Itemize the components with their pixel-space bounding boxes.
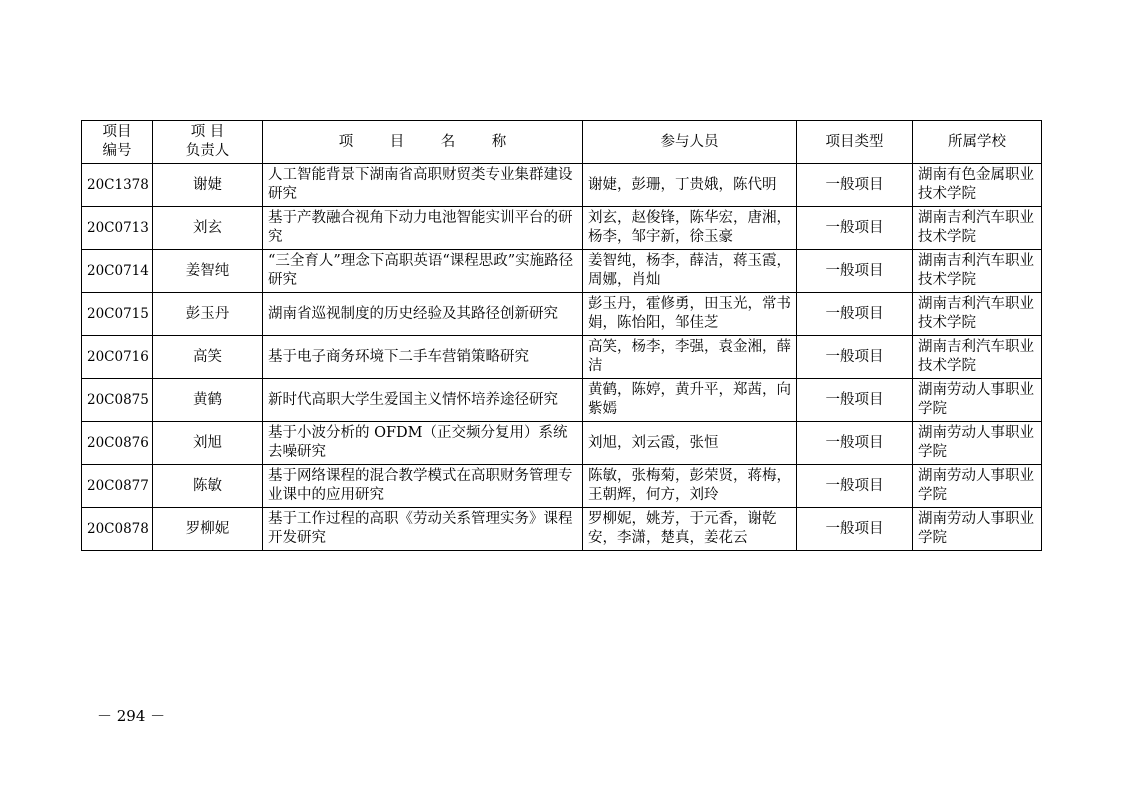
cell-members: 姜智纯，杨李，薛洁，蒋玉霞，周娜，肖灿 [583, 250, 797, 293]
cell-project-type: 一般项目 [797, 379, 913, 422]
cell-project-id: 20C1378 [82, 164, 153, 207]
cell-project-type: 一般项目 [797, 250, 913, 293]
cell-members: 罗柳妮，姚芳，于元香，谢乾安，李潇，楚真，姜花云 [583, 508, 797, 551]
cell-members: 刘旭，刘云霞，张恒 [583, 422, 797, 465]
cell-project-id: 20C0713 [82, 207, 153, 250]
cell-project-lead: 谢婕 [153, 164, 263, 207]
cell-members: 刘玄，赵俊锋，陈华宏，唐湘，杨李，邹宇新，徐玉豪 [583, 207, 797, 250]
table-row [82, 293, 1042, 336]
table-row [82, 465, 1042, 508]
table-row [82, 336, 1042, 379]
cell-project-name: 基于小波分析的 OFDM（正交频分复用）系统去噪研究 [263, 422, 583, 465]
table-row [82, 164, 1042, 207]
cell-project-name: 基于工作过程的高职《劳动关系管理实务》课程开发研究 [263, 508, 583, 551]
header-project-id: 项目 编号 [82, 121, 153, 164]
cell-project-name: “三全育人”理念下高职英语“课程思政”实施路径研究 [263, 250, 583, 293]
table-row [82, 250, 1042, 293]
cell-project-lead: 彭玉丹 [153, 293, 263, 336]
cell-project-type: 一般项目 [797, 422, 913, 465]
table-row [82, 422, 1042, 465]
table-header-row [82, 121, 1042, 164]
cell-project-id: 20C0714 [82, 250, 153, 293]
cell-school: 湖南吉利汽车职业技术学院 [913, 207, 1042, 250]
cell-project-name: 基于网络课程的混合教学模式在高职财务管理专业课中的应用研究 [263, 465, 583, 508]
cell-school: 湖南吉利汽车职业技术学院 [913, 293, 1042, 336]
table-row [82, 508, 1042, 551]
cell-members: 陈敏，张梅菊，彭荣贤，蒋梅，王朝辉，何方，刘玲 [583, 465, 797, 508]
cell-members: 黄鹤，陈婷，黄升平，郑茜，向紫嫣 [583, 379, 797, 422]
cell-project-lead: 高笑 [153, 336, 263, 379]
cell-project-type: 一般项目 [797, 293, 913, 336]
cell-project-id: 20C0715 [82, 293, 153, 336]
cell-school: 湖南劳动人事职业学院 [913, 465, 1042, 508]
header-members: 参与人员 [583, 121, 797, 164]
project-table [81, 120, 1042, 551]
cell-school: 湖南有色金属职业技术学院 [913, 164, 1042, 207]
cell-project-id: 20C0876 [82, 422, 153, 465]
cell-school: 湖南吉利汽车职业技术学院 [913, 250, 1042, 293]
cell-project-name: 新时代高职大学生爱国主义情怀培养途径研究 [263, 379, 583, 422]
cell-members: 彭玉丹，霍修勇，田玉光，常书娟，陈怡阳，邹佳芝 [583, 293, 797, 336]
cell-project-type: 一般项目 [797, 207, 913, 250]
header-project-name: 项 目 名 称 [263, 121, 583, 164]
table-row [82, 379, 1042, 422]
cell-project-name: 人工智能背景下湖南省高职财贸类专业集群建设研究 [263, 164, 583, 207]
cell-project-type: 一般项目 [797, 164, 913, 207]
cell-project-lead: 陈敏 [153, 465, 263, 508]
cell-project-lead: 刘旭 [153, 422, 263, 465]
page-number: － 294 － [97, 707, 166, 725]
cell-school: 湖南劳动人事职业学院 [913, 508, 1042, 551]
cell-project-type: 一般项目 [797, 465, 913, 508]
header-project-type: 项目类型 [797, 121, 913, 164]
cell-project-id: 20C0878 [82, 508, 153, 551]
cell-members: 谢婕，彭珊，丁贵娥，陈代明 [583, 164, 797, 207]
cell-project-lead: 姜智纯 [153, 250, 263, 293]
cell-project-type: 一般项目 [797, 508, 913, 551]
table-row [82, 207, 1042, 250]
cell-school: 湖南劳动人事职业学院 [913, 422, 1042, 465]
cell-project-lead: 刘玄 [153, 207, 263, 250]
cell-members: 高笑，杨李，李强，袁金湘，薛洁 [583, 336, 797, 379]
cell-school: 湖南劳动人事职业学院 [913, 379, 1042, 422]
header-project-lead: 项 目 负责人 [153, 121, 263, 164]
cell-project-name: 基于产教融合视角下动力电池智能实训平台的研究 [263, 207, 583, 250]
cell-project-name: 湖南省巡视制度的历史经验及其路径创新研究 [263, 293, 583, 336]
cell-project-name: 基于电子商务环境下二手车营销策略研究 [263, 336, 583, 379]
cell-project-id: 20C0716 [82, 336, 153, 379]
cell-project-lead: 罗柳妮 [153, 508, 263, 551]
cell-project-type: 一般项目 [797, 336, 913, 379]
header-school: 所属学校 [913, 121, 1042, 164]
cell-project-lead: 黄鹤 [153, 379, 263, 422]
cell-project-id: 20C0877 [82, 465, 153, 508]
cell-school: 湖南吉利汽车职业技术学院 [913, 336, 1042, 379]
cell-project-id: 20C0875 [82, 379, 153, 422]
